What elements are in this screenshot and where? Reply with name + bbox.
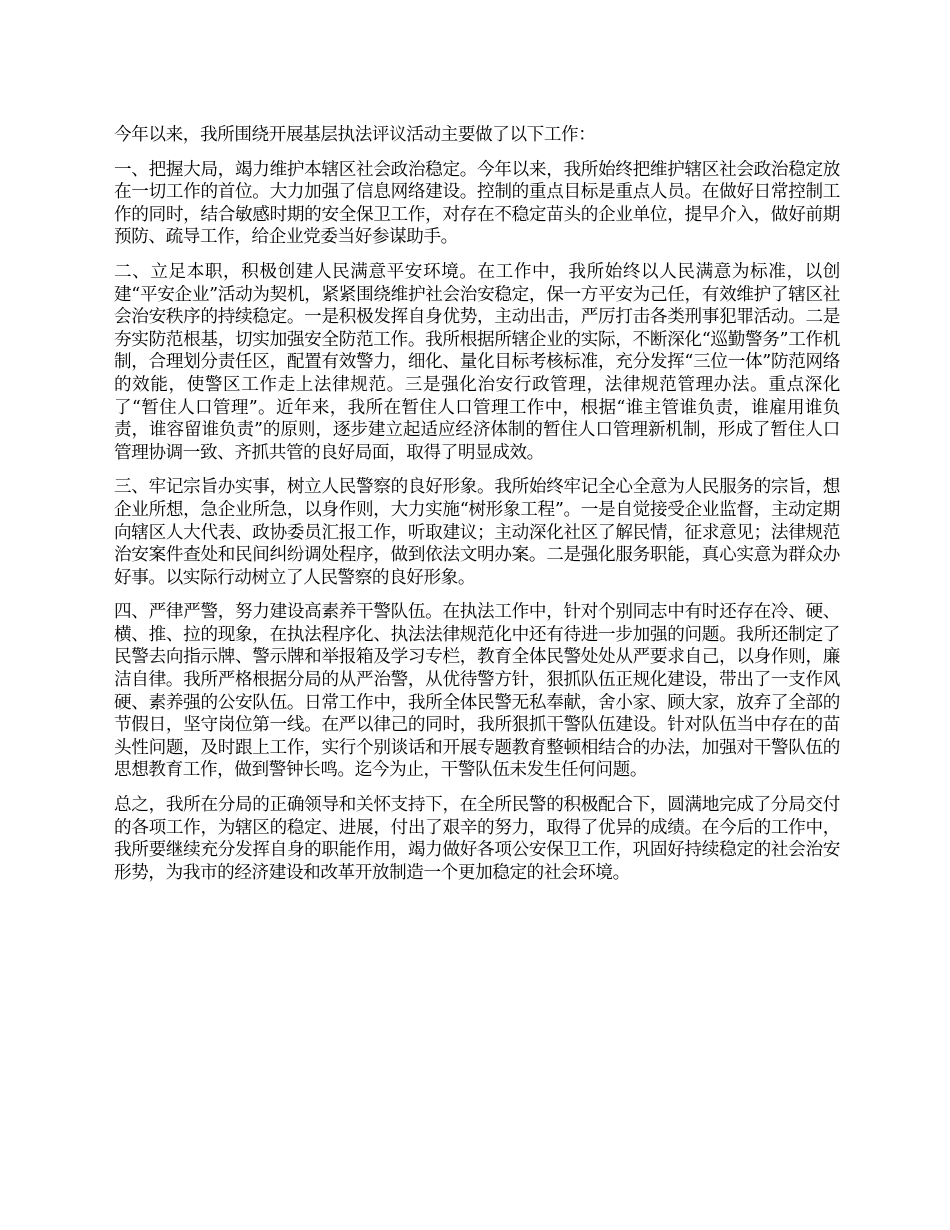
paragraph-conclusion: 总之，我所在分局的正确领导和关怀支持下，在全所民警的积极配合下，圆满地完成了分局交付的各项工作，为辖区的稳定、进展，付出了艰辛的努力，取得了优异的成绩。在今后的工作中，我所要继续充分发挥自身的职能作用，竭力做好各项公安保卫工作，巩固好持续稳定的社会治安形势，为我市的经济建设和改革开放制造一个更加稳定的社会环境。: [114, 795, 840, 883]
paragraph-section-1: 一、把握大局，竭力维护本辖区社会政治稳定。今年以来，我所始终把维护辖区社会政治稳定放在一切工作的首位。大力加强了信息网络建设。控制的重点目标是重点人员。在做好日常控制工作的同时，结合敏感时期的安全保卫工作，对存在不稳定苗头的企业单位，提早介入，做好前期预防、疏导工作，给企业党委当好参谋助手。: [114, 159, 840, 248]
document-body: [114, 124, 840, 896]
paragraph-section-2: 二、立足本职，积极创建人民满意平安环境。在工作中，我所始终以人民满意为标准，以创建“平安企业”活动为契机，紧紧围绕维护社会治安稳定，保一方平安为己任，有效维护了辖区社会治安秩序的持续稳定。一是积极发挥自身优势，主动出击，严厉打击各类刑事犯罪活动。二是夯实防范根基，切实加强安全防范工作。我所根据所辖企业的实际，不断深化“巡勤警务”工作机制，合理划分责任区，配置有效警力，细化、量化目标考核标准，充分发挥“三位一体”防范网络的效能，使警区工作走上法律规范。三是强化治安行政管理，法律规范管理办法。重点深化了“暂住人口管理”。近年来，我所在暂住人口管理工作中，根据“谁主管谁负责，谁雇用谁负责，谁容留谁负责”的原则，逐步建立起适应经济体制的暂住人口管理新机制，形成了暂住人口管理协调一致、齐抓共管的良好局面，取得了明显成效。: [114, 261, 840, 463]
paragraph-intro: 今年以来，我所围绕开展基层执法评议活动主要做了以下工作：: [114, 125, 596, 145]
paragraph-section-3: 三、牢记宗旨办实事，树立人民警察的良好形象。我所始终牢记全心全意为人民服务的宗旨，想企业所想，急企业所急，以身作则，大力实施“树形象工程”。一是自觉接受企业监督，主动定期向辖区人大代表、政协委员汇报工作，听取建议；主动深化社区了解民情，征求意见；法律规范治安案件查处和民间纠纷调处程序，做到依法文明办案。二是强化服务职能，真心实意为群众办好事。以实际行动树立了人民警察的良好形象。: [114, 477, 840, 588]
paragraph-section-4: 四、严律严警，努力建设高素养干警队伍。在执法工作中，针对个别同志中有时还存在冷、硬、横、推、拉的现象，在执法程序化、执法法律规范化中还有待进一步加强的问题。我所还制定了民警去向指示牌、警示牌和举报箱及学习专栏，教育全体民警处处从严要求自己，以身作则，廉洁自律。我所严格根据分局的从严治警，从优待警方针，狠抓队伍正规化建设，带出了一支作风硬、素养强的公安队伍。日常工作中，我所全体民警无私奉献，舍小家、顾大家，放弃了全部的节假日，坚守岗位第一线。在严以律己的同时，我所狠抓干警队伍建设。针对队伍当中存在的苗头性问题，及时跟上工作，实行个别谈话和开展专题教育整顿相结合的办法，加强对干警队伍的思想教育工作，做到警钟长鸣。迄今为止，干警队伍未发生任何问题。: [114, 602, 840, 781]
